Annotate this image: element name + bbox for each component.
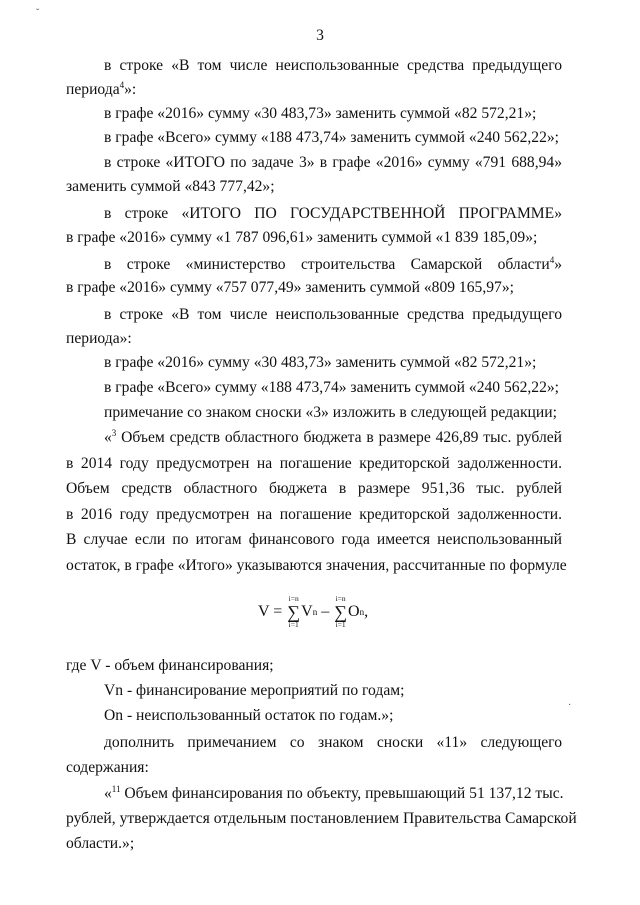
para-line-19: в 2016 году предусмотрен на погашение кредиторской задолженности. <box>66 506 562 523</box>
para-line-22: где V - объем финансирования; <box>66 657 274 674</box>
para-line-16: «$^3$ Объем средств областного бюджета в размере 426,89 тыс. рублей <box>104 428 562 446</box>
formula-minus: – <box>321 603 330 620</box>
para-line-26: содержания: <box>66 759 149 776</box>
footnote-mark: 11 <box>111 784 121 794</box>
para-line-15: примечание со знаком сноски «3» изложить в следующей редакции; <box>104 404 557 421</box>
footnote-mark: 4 <box>119 80 125 90</box>
para-line-21: остаток, в графе «Итого» указываются значения, рассчитанные по формуле <box>66 557 567 574</box>
para-line-14: в графе «Всего» сумму «188 473,74» заменить суммой «240 562,22»; <box>104 379 559 396</box>
summation-formula: V = i=n ∑ i=1 V n – i=n ∑ i=1 O n , <box>258 594 369 629</box>
para-line-24: On - неиспользованный остаток по годам.»; <box>104 707 394 724</box>
para-line-23: Vn - финансирование мероприятий по годам; <box>104 682 405 699</box>
formula-term-v: V <box>301 603 313 620</box>
sum-operator-2: i=n ∑ i=1 <box>334 594 348 629</box>
formula-lhs: V = <box>258 603 283 620</box>
para-line-2: периода$^4$»: <box>66 80 137 98</box>
footnote-mark: 3 <box>111 428 117 438</box>
para-line-4: в графе «Всего» сумму «188 473,74» заменить суммой «240 562,22»; <box>104 129 559 146</box>
para-line-20: В случае если по итогам финансового года имеется неиспользованный <box>66 531 562 548</box>
para-line-17: в 2014 году предусмотрен на погашение кредиторской задолженности. <box>66 455 562 472</box>
para-line-28: рублей, утверждается отдельным постановлением Правительства Самарской <box>66 810 577 827</box>
scan-mark: ˇ <box>36 8 40 19</box>
para-line-3: в графе «2016» сумму «30 483,73» заменить суммой «82 572,21»; <box>104 105 537 122</box>
page-number: 3 <box>316 27 324 44</box>
para-line-5: в строке «ИТОГО по задаче 3» в графе «2016» сумму «791 688,94» <box>104 154 562 171</box>
formula-term-o: O <box>348 603 360 620</box>
para-line-11: в строке «В том числе неиспользованные средства предыдущего <box>104 306 562 323</box>
para-line-12: периода»: <box>66 330 132 347</box>
para-line-6: заменить суммой «843 777,42»; <box>66 178 275 195</box>
para-line-18: Объем средств областного бюджета в размере 951,36 тыс. рублей <box>66 480 562 497</box>
para-line-8: в графе «2016» сумму «1 787 096,61» заменить суммой «1 839 185,09»; <box>66 229 538 246</box>
para-line-13: в графе «2016» сумму «30 483,73» заменить суммой «82 572,21»; <box>104 354 537 371</box>
scan-mark: · <box>568 700 572 711</box>
para-line-25: дополнить примечанием со знаком сноски «11» следующего <box>104 734 562 751</box>
footnote-mark: 4 <box>549 255 555 265</box>
para-line-7: в строке «ИТОГО ПО ГОСУДАРСТВЕННОЙ ПРОГРАММЕ» <box>104 205 562 222</box>
para-line-29: области.»; <box>66 835 135 852</box>
para-line-1: в строке «В том числе неиспользованные средства предыдущего <box>104 57 562 74</box>
para-line-9: в строке «министерство строительства Самарской области$^4$» <box>104 255 562 273</box>
para-line-27: «$^{11}$ Объем финансирования по объекту, превышающий 51 137,12 тыс. <box>104 784 564 802</box>
sum-operator-1: i=n ∑ i=1 <box>287 594 301 629</box>
para-line-10: в графе «2016» сумму «757 077,49» заменить суммой «809 165,97»; <box>66 279 514 296</box>
